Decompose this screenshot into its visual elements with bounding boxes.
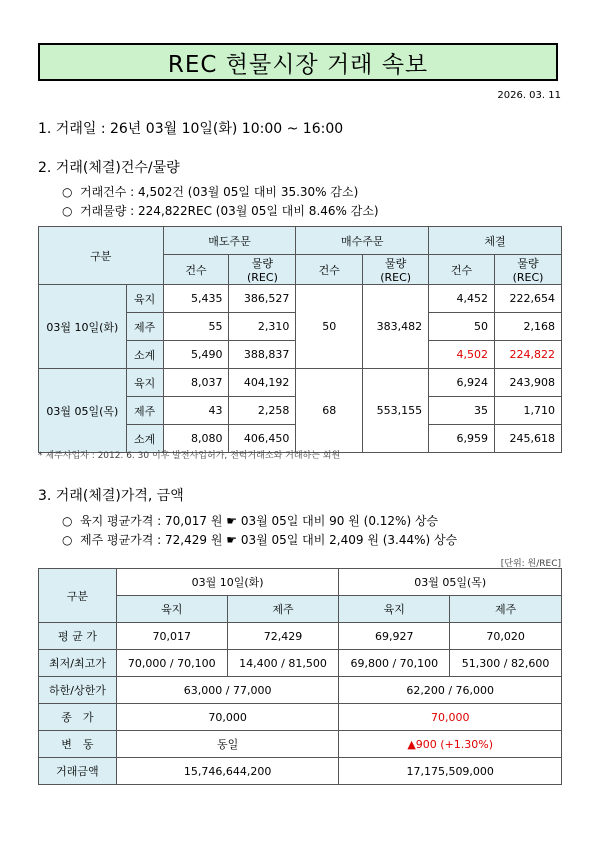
buy-volume: 383,482 <box>363 285 429 369</box>
deal-count: 50 <box>429 313 495 341</box>
sell-volume: 2,310 <box>229 313 296 341</box>
limit-value: 63,000 / 77,000 <box>116 677 339 704</box>
change-value-highlight: ▲900 (+1.30%) <box>339 731 562 758</box>
deal-count: 6,959 <box>429 425 495 453</box>
header-gubun: 구분 <box>39 227 164 285</box>
table-row <box>39 731 562 758</box>
header-sell-orders: 매도주문 <box>163 227 296 255</box>
amount-value: 17,175,509,000 <box>339 758 562 785</box>
subheader-count: 건수 <box>163 255 229 285</box>
footnote: * 제주사업자 : 2012. 6. 30 이후 발전사업허가, 전력거래소와 거래하는 회원 <box>38 451 341 461</box>
subheader-count: 건수 <box>296 255 363 285</box>
buy-count: 50 <box>296 285 363 369</box>
table-row <box>39 369 562 397</box>
sell-count: 8,037 <box>163 369 229 397</box>
minmax-value: 69,800 / 70,100 <box>339 650 450 677</box>
price-table <box>38 568 562 785</box>
avg-value: 72,429 <box>227 623 339 650</box>
sell-count: 5,490 <box>163 341 229 369</box>
bullet-marker: ○ <box>62 514 73 528</box>
subheader-volume: 물량 (REC) <box>495 255 562 285</box>
deal-volume: 243,908 <box>495 369 562 397</box>
row-label-close: 종 가 <box>39 704 117 731</box>
sell-volume: 386,527 <box>229 285 296 313</box>
bullet-text: 거래물량 : 224,822REC (03월 05일 대비 8.46% 감소) <box>80 204 379 218</box>
section3-bullet-mainland <box>62 512 438 529</box>
buy-volume: 553,155 <box>363 369 429 453</box>
avg-value: 69,927 <box>339 623 450 650</box>
header-date-current: 03월 10일(화) <box>116 569 339 596</box>
deal-volume: 245,618 <box>495 425 562 453</box>
header-gubun: 구분 <box>39 569 117 623</box>
minmax-value: 14,400 / 81,500 <box>227 650 339 677</box>
section3-bullet-jeju <box>62 531 457 548</box>
section1-trade-date: 1. 거래일 : 26년 03월 10일(화) 10:00 ~ 16:00 <box>38 121 344 137</box>
sell-count: 55 <box>163 313 229 341</box>
subheader-jeju: 제주 <box>227 596 339 623</box>
report-title-box <box>38 43 558 81</box>
minmax-value: 70,000 / 70,100 <box>116 650 227 677</box>
row-label: 육지 <box>126 369 163 397</box>
group-date: 03월 05일(목) <box>39 369 127 453</box>
bullet-marker: ○ <box>62 204 73 218</box>
avg-value: 70,017 <box>116 623 227 650</box>
sell-count: 43 <box>163 397 229 425</box>
bullet-text: 육지 평균가격 : 70,017 원 ☛ 03월 05일 대비 90 원 (0.12%) 상승 <box>80 514 439 528</box>
amount-value: 15,746,644,200 <box>116 758 339 785</box>
subheader-volume: 물량 (REC) <box>229 255 296 285</box>
group-date: 03월 10일(화) <box>39 285 127 369</box>
sell-count: 5,435 <box>163 285 229 313</box>
table-row <box>39 650 562 677</box>
sell-volume: 404,192 <box>229 369 296 397</box>
header-buy-orders: 매수주문 <box>296 227 429 255</box>
row-label: 제주 <box>126 313 163 341</box>
sell-count: 8,080 <box>163 425 229 453</box>
section2-heading: 2. 거래(체결)건수/물량 <box>38 160 180 176</box>
deal-count-highlight: 4,502 <box>429 341 495 369</box>
row-label-limit: 하한/상한가 <box>39 677 117 704</box>
section2-bullet-volume <box>62 202 379 219</box>
deal-count: 4,452 <box>429 285 495 313</box>
report-date: 2026. 03. 11 <box>497 90 561 101</box>
change-value: 동일 <box>116 731 339 758</box>
section3-heading: 3. 거래(체결)가격, 금액 <box>38 488 184 504</box>
subheader-volume: 물량 (REC) <box>363 255 429 285</box>
close-value-highlight: 70,000 <box>339 704 562 731</box>
avg-value: 70,020 <box>450 623 562 650</box>
deal-volume: 222,654 <box>495 285 562 313</box>
table-row <box>39 677 562 704</box>
header-date-previous: 03월 05일(목) <box>339 569 562 596</box>
table-row <box>39 704 562 731</box>
section2-bullet-count <box>62 183 358 200</box>
row-label: 소계 <box>126 341 163 369</box>
row-label-amount: 거래금액 <box>39 758 117 785</box>
buy-count: 68 <box>296 369 363 453</box>
subheader-count: 건수 <box>429 255 495 285</box>
minmax-value: 51,300 / 82,600 <box>450 650 562 677</box>
row-label: 육지 <box>126 285 163 313</box>
deal-volume: 2,168 <box>495 313 562 341</box>
row-label-change: 변 동 <box>39 731 117 758</box>
bullet-text: 거래건수 : 4,502건 (03월 05일 대비 35.30% 감소) <box>80 185 359 199</box>
deal-volume: 1,710 <box>495 397 562 425</box>
row-label: 제주 <box>126 397 163 425</box>
sell-volume: 2,258 <box>229 397 296 425</box>
subheader-jeju: 제주 <box>450 596 562 623</box>
bullet-marker: ○ <box>62 533 73 547</box>
row-label: 소계 <box>126 425 163 453</box>
table-row <box>39 285 562 313</box>
subheader-mainland: 육지 <box>116 596 227 623</box>
close-value: 70,000 <box>116 704 339 731</box>
table-row <box>39 623 562 650</box>
table-row <box>39 758 562 785</box>
report-title: REC 현물시장 거래 속보 <box>167 51 429 78</box>
deal-count: 6,924 <box>429 369 495 397</box>
row-label-avg: 평 균 가 <box>39 623 117 650</box>
limit-value: 62,200 / 76,000 <box>339 677 562 704</box>
sell-volume: 406,450 <box>229 425 296 453</box>
unit-label: [단위: 원/REC] <box>500 559 561 569</box>
row-label-minmax: 최저/최고가 <box>39 650 117 677</box>
subheader-mainland: 육지 <box>339 596 450 623</box>
deal-volume-highlight: 224,822 <box>495 341 562 369</box>
header-deals: 체결 <box>429 227 562 255</box>
deal-count: 35 <box>429 397 495 425</box>
sell-volume: 388,837 <box>229 341 296 369</box>
bullet-text: 제주 평균가격 : 72,429 원 ☛ 03월 05일 대비 2,409 원 (3.44%) 상승 <box>80 533 458 547</box>
bullet-marker: ○ <box>62 185 73 199</box>
volume-table <box>38 226 562 453</box>
